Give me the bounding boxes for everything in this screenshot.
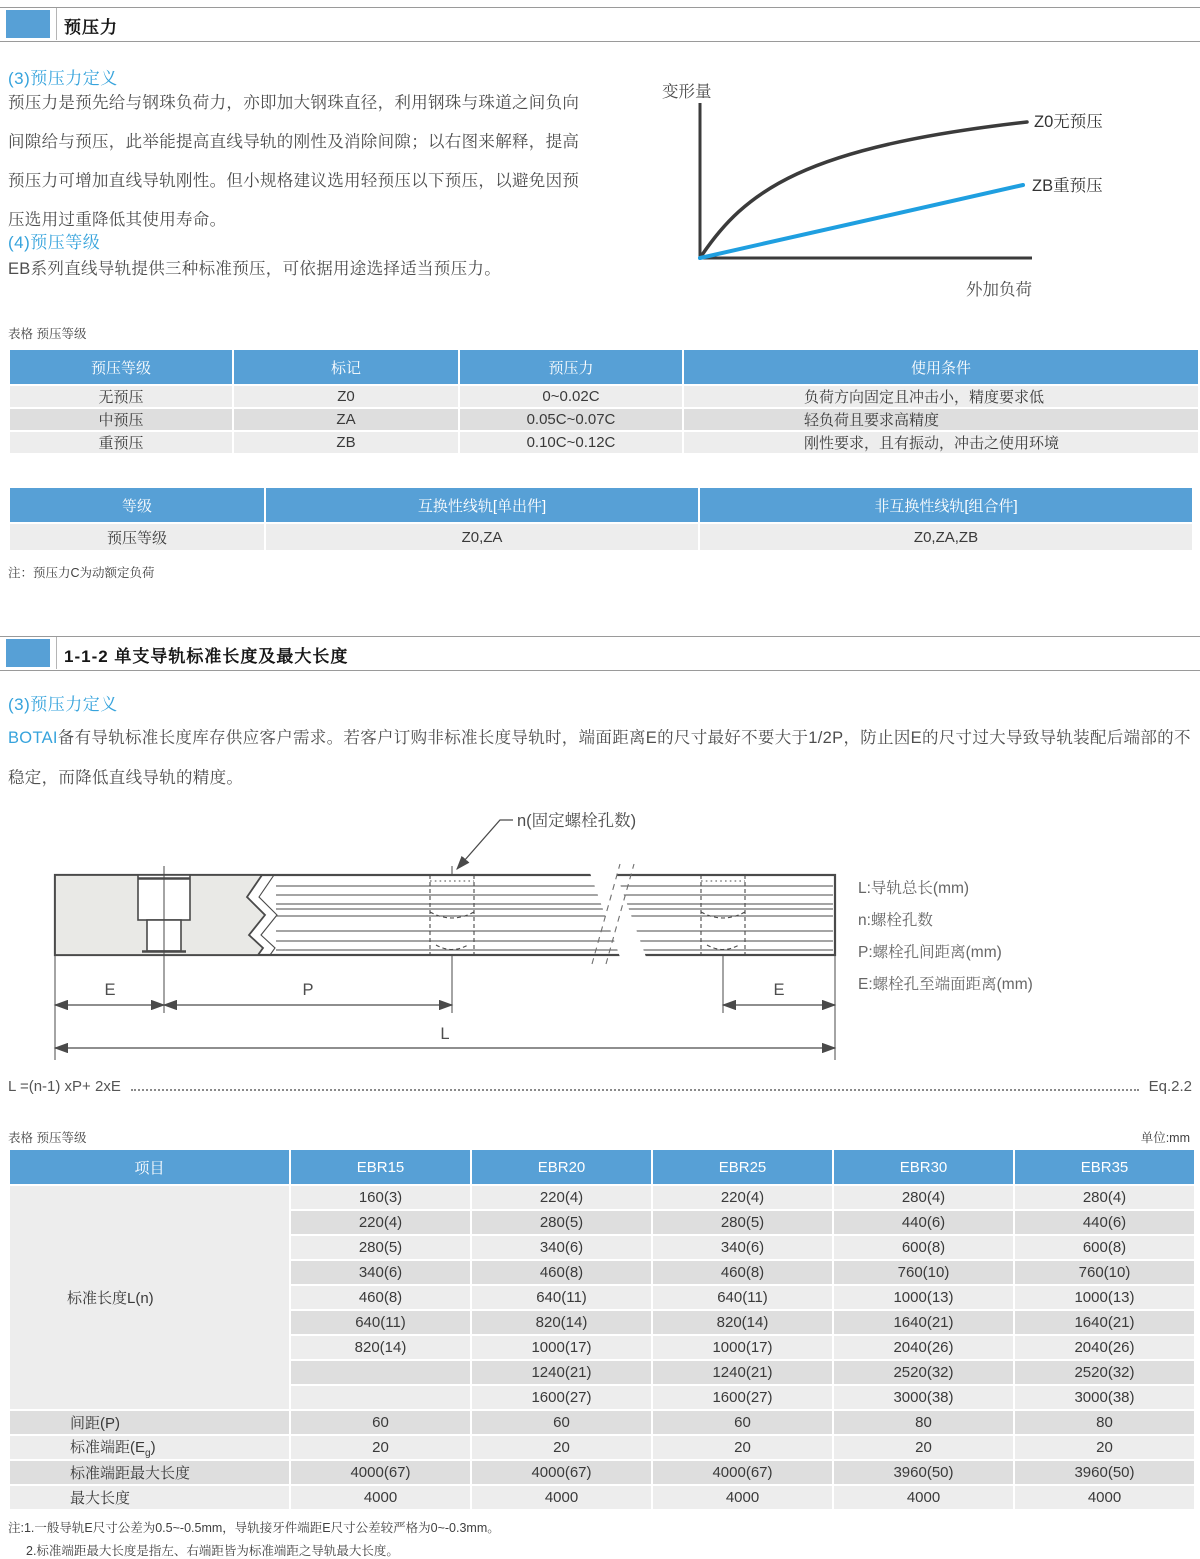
cell: 640(11) — [472, 1286, 651, 1309]
cell: 220(4) — [291, 1211, 470, 1234]
chart-y-axis-label: 变形量 — [662, 83, 712, 101]
col-header: EBR25 — [653, 1150, 832, 1184]
standard-length-table — [8, 1148, 1196, 1511]
cell: 220(4) — [472, 1186, 651, 1209]
table-row — [10, 1436, 1194, 1459]
cell: 1640(21) — [1015, 1311, 1194, 1334]
section-divider — [56, 637, 57, 669]
cell: 4000 — [834, 1486, 1013, 1509]
legend-line: P:螺栓孔间距离(mm) — [858, 944, 1002, 961]
chart-x-axis-label: 外加负荷 — [966, 281, 1032, 299]
cell — [291, 1361, 470, 1384]
table-row — [10, 1461, 1194, 1484]
brand-name: BOTAI — [8, 729, 58, 747]
table-row — [10, 1411, 1194, 1434]
cell: 760(10) — [834, 1261, 1013, 1284]
section-marker — [6, 639, 50, 667]
cell: 280(5) — [653, 1211, 832, 1234]
cell: ZB — [234, 432, 458, 453]
cell: 4000 — [291, 1486, 470, 1509]
legend-line: L:导轨总长(mm) — [858, 880, 970, 897]
cell: 760(10) — [1015, 1261, 1194, 1284]
cell: 460(8) — [291, 1286, 470, 1309]
cell: 600(8) — [834, 1236, 1013, 1259]
row-label: 最大长度 — [10, 1486, 289, 1509]
col-header: EBR35 — [1015, 1150, 1194, 1184]
col-header: EBR20 — [472, 1150, 651, 1184]
big-table-note-1: 注:1.一般导轨E尺寸公差为0.5~-0.5mm，导轨接牙件端距E尺寸公差较严格为0~-0.3mm。 — [8, 1521, 500, 1535]
cell: 1000(13) — [1015, 1286, 1194, 1309]
section-title: 预压力 — [64, 18, 118, 37]
cell: 820(14) — [653, 1311, 832, 1334]
cell: 20 — [1015, 1436, 1194, 1459]
cell: 820(14) — [472, 1311, 651, 1334]
cell: 60 — [472, 1411, 651, 1434]
cell: 1600(27) — [472, 1386, 651, 1409]
cell: 1000(17) — [472, 1336, 651, 1359]
row-label-text: 标准端距(E — [70, 1439, 146, 1456]
col-header: EBR30 — [834, 1150, 1013, 1184]
table2-note: 注：预压力C为动额定负荷 — [8, 566, 155, 580]
cell: 2040(26) — [1015, 1336, 1194, 1359]
cell: 1000(13) — [834, 1286, 1013, 1309]
cell: 20 — [834, 1436, 1013, 1459]
heading-preload-grade: (4)预压等级 — [8, 233, 101, 252]
rail-dimension-diagram — [0, 798, 1200, 1070]
table-row — [10, 1486, 1194, 1509]
cell: 3000(38) — [1015, 1386, 1194, 1409]
cell: 60 — [653, 1411, 832, 1434]
table-row — [10, 432, 1198, 453]
cell: 600(8) — [1015, 1236, 1194, 1259]
col-header: EBR15 — [291, 1150, 470, 1184]
cell: 0.05C~0.07C — [460, 409, 682, 430]
cell: 4000(67) — [291, 1461, 470, 1484]
cell: 1640(21) — [834, 1311, 1013, 1334]
dim-label-l: L — [440, 1025, 450, 1043]
cell: 20 — [472, 1436, 651, 1459]
table1-caption: 表格 预压等级 — [8, 327, 87, 341]
table-header-row — [10, 350, 1198, 384]
cell: 280(4) — [1015, 1186, 1194, 1209]
diagram-legend — [858, 879, 1033, 993]
cell: 4000 — [472, 1486, 651, 1509]
col-header: 互换性线轨[单出件] — [266, 488, 698, 522]
cell: 3960(50) — [1015, 1461, 1194, 1484]
legend-line: n:螺栓孔数 — [858, 912, 933, 929]
cell: Z0 — [234, 386, 458, 407]
chart-series-label-z0: Z0无预压 — [1034, 113, 1103, 131]
paragraph-rail-length — [8, 718, 1194, 798]
col-header: 预压等级 — [10, 350, 232, 384]
cell: 280(5) — [291, 1236, 470, 1259]
cell: 640(11) — [653, 1286, 832, 1309]
col-header: 非互换性线轨[组合件] — [700, 488, 1192, 522]
cell: 340(6) — [653, 1236, 832, 1259]
section-bar-preload — [0, 7, 1200, 42]
table-header-row — [10, 488, 1192, 522]
cell: 负荷方向固定且冲击小，精度要求低 — [684, 386, 1198, 407]
table-row — [10, 409, 1198, 430]
cell: 1000(17) — [653, 1336, 832, 1359]
callout-leader — [457, 820, 513, 869]
cell: 4000 — [1015, 1486, 1194, 1509]
cell: 2040(26) — [834, 1336, 1013, 1359]
row-group-label: 标准长度L(n) — [10, 1186, 289, 1409]
cell: 80 — [834, 1411, 1013, 1434]
cell: 2520(32) — [1015, 1361, 1194, 1384]
cell: 440(6) — [1015, 1211, 1194, 1234]
interchangeable-grade-table — [8, 486, 1194, 552]
cell: 80 — [1015, 1411, 1194, 1434]
heading-rail-length: (3)预压力定义 — [8, 695, 118, 714]
cell: 4000(67) — [472, 1461, 651, 1484]
cell: 重预压 — [10, 432, 232, 453]
equation-row — [8, 1078, 1192, 1095]
cell: 0.10C~0.12C — [460, 432, 682, 453]
legend-line: E:螺栓孔至端面距离(mm) — [858, 976, 1033, 993]
cell: 460(8) — [653, 1261, 832, 1284]
cell: 4000 — [653, 1486, 832, 1509]
cell: ZA — [234, 409, 458, 430]
preload-deformation-chart — [620, 55, 1200, 305]
cell: 340(6) — [472, 1236, 651, 1259]
cell: 20 — [291, 1436, 470, 1459]
equation-formula: L =(n-1) xP+ 2xE — [8, 1078, 121, 1095]
equation-number: Eq.2.2 — [1148, 1078, 1192, 1095]
unit-label: 单位:mm — [1140, 1131, 1190, 1145]
paragraph-body: 备有导轨标准长度库存供应客户需求。若客户订购非标准长度导轨时，端面距离E的尺寸最好不要大于1/2P，防止因E的尺寸过大导致导轨装配后端部的不稳定，而降低直线导轨的精度。 — [8, 729, 1191, 787]
heading-preload-definition: (3)预压力定义 — [8, 69, 118, 88]
equation-leader — [131, 1088, 1139, 1091]
preload-grade-table — [8, 348, 1200, 455]
cell: 280(4) — [834, 1186, 1013, 1209]
col-header: 预压力 — [460, 350, 682, 384]
section-divider — [56, 8, 57, 40]
row-label-subscript: g — [145, 1448, 151, 1459]
cell: 刚性要求，且有振动，冲击之使用环境 — [684, 432, 1198, 453]
cell: 预压等级 — [10, 524, 264, 550]
cell: 460(8) — [472, 1261, 651, 1284]
dim-label-e-left: E — [104, 981, 116, 999]
cell: 640(11) — [291, 1311, 470, 1334]
cell: 440(6) — [834, 1211, 1013, 1234]
row-label: 间距(P) — [10, 1411, 289, 1434]
cell: 220(4) — [653, 1186, 832, 1209]
cell: 340(6) — [291, 1261, 470, 1284]
big-table-caption: 表格 预压等级 — [8, 1131, 87, 1145]
table-row — [10, 524, 1192, 550]
cell: 160(3) — [291, 1186, 470, 1209]
cell: 20 — [653, 1436, 832, 1459]
cell: 820(14) — [291, 1336, 470, 1359]
cell: 3000(38) — [834, 1386, 1013, 1409]
col-header: 标记 — [234, 350, 458, 384]
col-header: 使用条件 — [684, 350, 1198, 384]
dim-label-e-right: E — [773, 981, 785, 999]
cell: 中预压 — [10, 409, 232, 430]
table-header-row — [10, 1150, 1194, 1184]
chart-series-label-zb: ZB重预压 — [1032, 177, 1103, 195]
cell: 轻负荷且要求高精度 — [684, 409, 1198, 430]
cell: 4000(67) — [653, 1461, 832, 1484]
row-label-text: ) — [150, 1439, 156, 1456]
cell: Z0,ZA — [266, 524, 698, 550]
cell: 280(5) — [472, 1211, 651, 1234]
callout-label: n(固定螺栓孔数) — [517, 812, 637, 830]
cell: 60 — [291, 1411, 470, 1434]
cell: Z0,ZA,ZB — [700, 524, 1192, 550]
paragraph-preload-definition: 预压力是预先给与钢珠负荷力，亦即加大钢珠直径，利用钢珠与珠道之间负向间隙给与预压，此举能提高直线导轨的刚性及消除间隙；以右图来解释，提高预压力可增加直线导轨刚性。但小规格建议选用轻预压以下预压，以避免因预压选用过重降低其使用寿命。 — [8, 94, 580, 229]
cell: 0~0.02C — [460, 386, 682, 407]
table-row — [10, 1186, 1194, 1209]
row-label: 标准端距最大长度 — [10, 1461, 289, 1484]
col-header: 等级 — [10, 488, 264, 522]
section-bar-rail-length — [0, 636, 1200, 671]
big-table-note-2: 2.标准端距最大长度是指左、右端距皆为标准端距之导轨最大长度。 — [26, 1544, 399, 1558]
row-label — [10, 1436, 289, 1459]
cell: 3960(50) — [834, 1461, 1013, 1484]
cell: 1600(27) — [653, 1386, 832, 1409]
section-title: 1-1-2 单支导轨标准长度及最大长度 — [64, 647, 349, 666]
cell: 无预压 — [10, 386, 232, 407]
chart-curve-z0 — [700, 122, 1027, 258]
section-marker — [6, 10, 50, 38]
dim-label-p: P — [302, 981, 314, 999]
cell: 1240(21) — [472, 1361, 651, 1384]
paragraph-preload-grade: EB系列直线导轨提供三种标准预压，可依据用途选择适当预压力。 — [8, 260, 502, 278]
col-header: 项目 — [10, 1150, 289, 1184]
cell: 2520(32) — [834, 1361, 1013, 1384]
chart-line-zb — [700, 185, 1023, 258]
cell — [291, 1386, 470, 1409]
cell: 1240(21) — [653, 1361, 832, 1384]
table-row — [10, 386, 1198, 407]
